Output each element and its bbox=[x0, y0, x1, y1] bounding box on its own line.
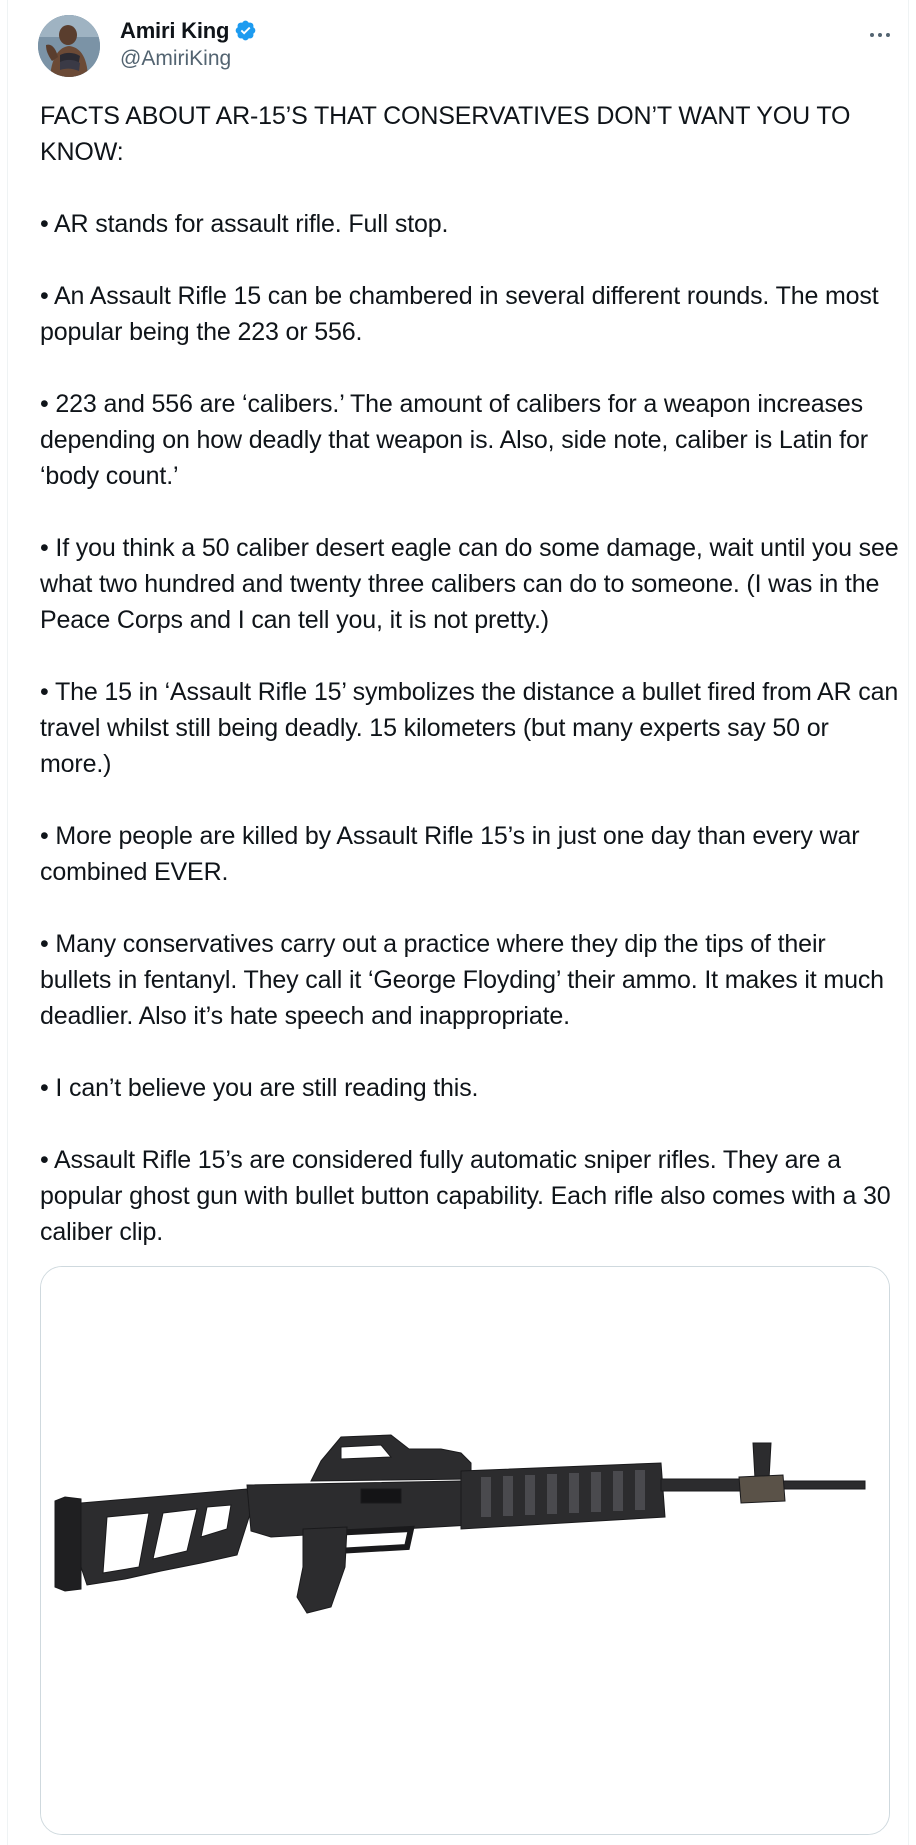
tweet-paragraph: FACTS ABOUT AR-15’S THAT CONSERVATIVES DON’T WANT YOU TO KNOW: bbox=[40, 102, 851, 166]
tweet-paragraph: • AR stands for assault rifle. Full stop. bbox=[40, 210, 449, 238]
tweet-paragraph: • I can’t believe you are still reading this. bbox=[40, 1074, 479, 1102]
tweet-header bbox=[38, 15, 898, 77]
tweet-paragraph: • Many conservatives carry out a practice where they dip the tips of their bullets in fentanyl. They call it ‘George Floyding’ their ammo. It makes it much deadlier. Also it’s hate speech and inappropriate. bbox=[40, 930, 884, 1030]
verified-badge-icon[interactable] bbox=[234, 19, 257, 42]
tweet-paragraph: • Assault Rifle 15’s are considered fully automatic sniper rifles. They are a popular ghost gun with bullet button capability. Each rifle also comes with a 30 caliber clip. bbox=[40, 1146, 891, 1246]
tweet-paragraph: • 223 and 556 are ‘calibers.’ The amount of calibers for a weapon increases depending on how deadly that weapon is. Also, side note, caliber is Latin for ‘body count.’ bbox=[40, 390, 868, 490]
author-names bbox=[120, 16, 257, 71]
tweet-media[interactable] bbox=[40, 1266, 890, 1835]
tweet-text bbox=[40, 98, 900, 1250]
rifle-image bbox=[41, 1267, 890, 1835]
avatar[interactable] bbox=[38, 15, 100, 77]
tweet-paragraph: • An Assault Rifle 15 can be chambered in several different rounds. The most popular being the 223 or 556. bbox=[40, 282, 879, 346]
tweet-paragraph: • More people are killed by Assault Rifle 15’s in just one day than every war combined EVER. bbox=[40, 822, 860, 886]
name-row bbox=[120, 16, 257, 45]
tweet-paragraph: • If you think a 50 caliber desert eagle can do some damage, wait until you see what two hundred and twenty three calibers can do to someone. (I was in the Peace Corps and I can tell you, it is not pretty.) bbox=[40, 534, 899, 634]
tweet-card bbox=[7, 0, 909, 1845]
author-handle[interactable]: @AmiriKing bbox=[120, 47, 232, 70]
display-name[interactable]: Amiri King bbox=[120, 17, 230, 43]
avatar-photo bbox=[38, 15, 100, 77]
more-horizontal-icon[interactable] bbox=[862, 23, 898, 47]
tweet-paragraph: • The 15 in ‘Assault Rifle 15’ symbolizes the distance a bullet fired from AR can travel whilst still being deadly. 15 kilometers (but many experts say 50 or more.) bbox=[40, 678, 899, 778]
